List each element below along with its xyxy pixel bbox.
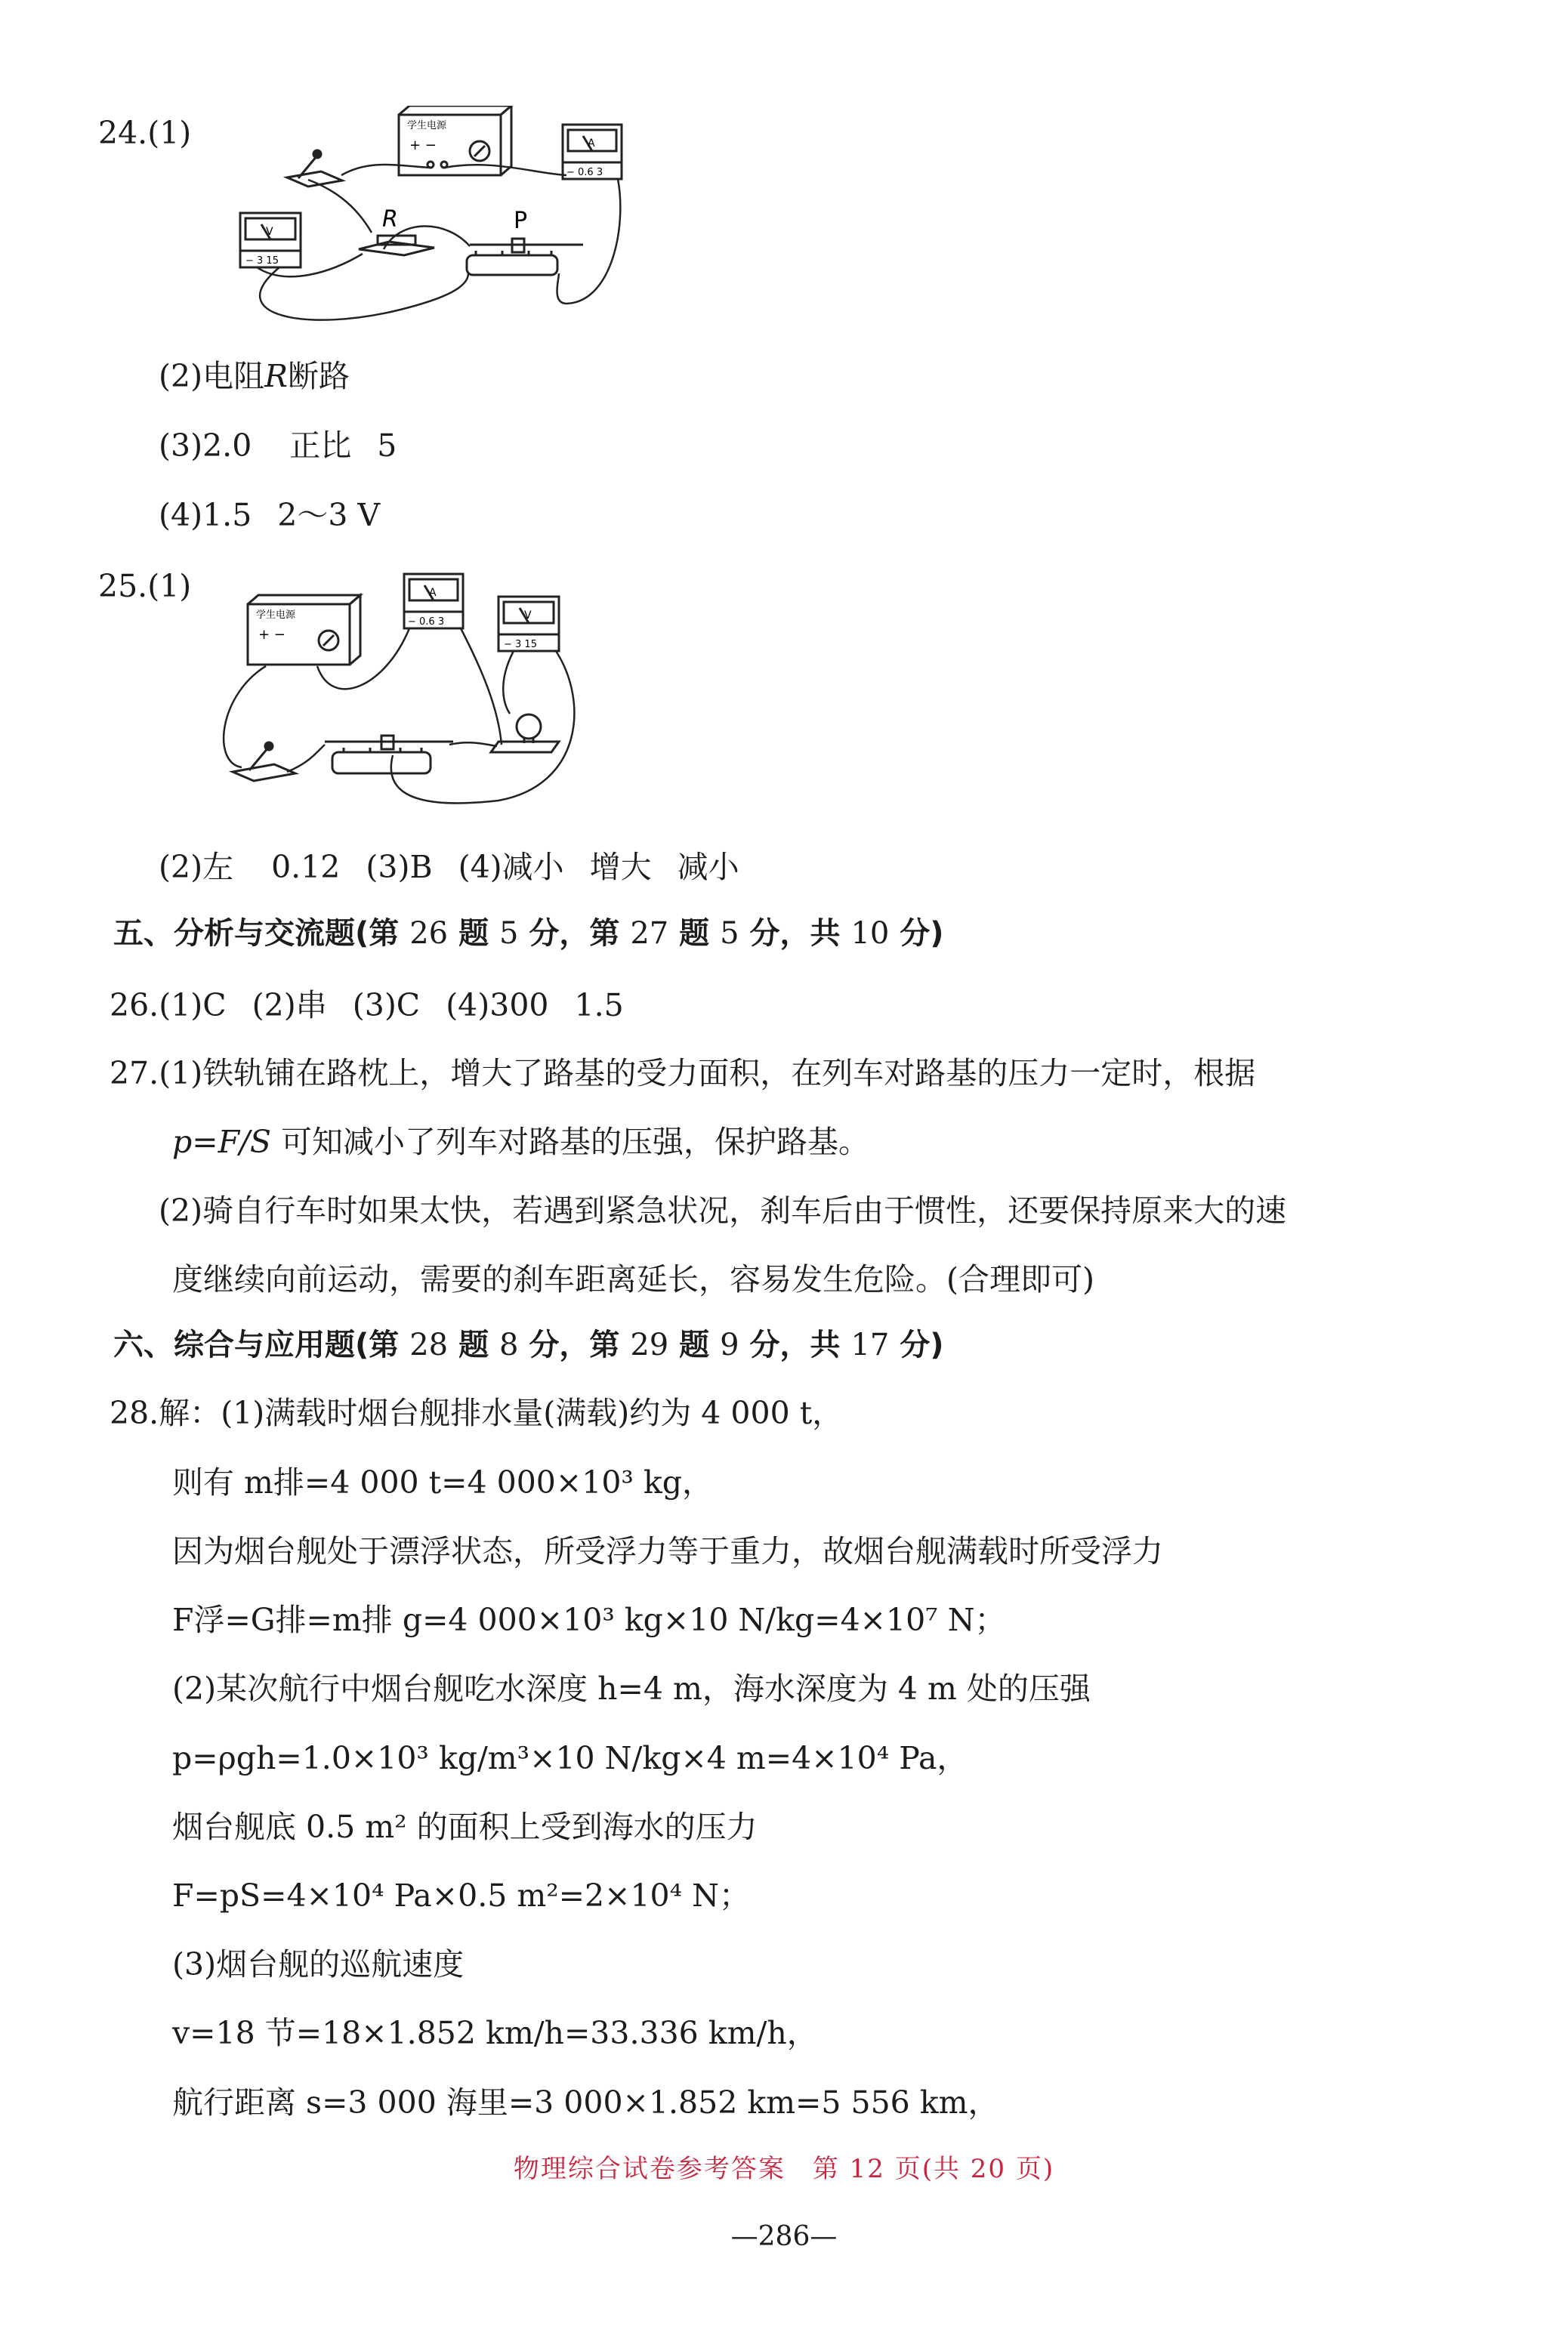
q24-voltmeter-scale: − 3 15 (245, 255, 279, 267)
q28-line1: 28.解：(1)满载时烟台舰排水量(满载)约为 4 000 t， (110, 1395, 844, 1431)
q25-ammeter-symbol: A (429, 587, 437, 599)
q24-ammeter-scale: − 0.6 3 (566, 167, 603, 178)
q25-ammeter-scale: − 0.6 3 (408, 616, 445, 628)
q24-resistor-label: R (382, 206, 398, 233)
switch-icon (287, 150, 342, 187)
q24-power-label: 学生电源 (407, 120, 447, 131)
q28-line3: 因为烟台舰处于漂浮状态，所受浮力等于重力，故烟台舰满载时所受浮力 (172, 1533, 1163, 1569)
q27-line3: (2)骑自行车时如果太快，若遇到紧急状况，刹车后由于惯性，还要保持原来大的速 (159, 1193, 1287, 1229)
q25-label: 25.(1) (98, 568, 192, 604)
q24-circuit-diagram (204, 106, 627, 332)
q24-part2: (2)电阻R断路 (159, 358, 350, 394)
q25-power-label: 学生电源 (256, 609, 296, 621)
q24-voltmeter-symbol: V (266, 226, 273, 238)
q24-part3: (3)2.0 正比 5 (159, 427, 397, 464)
q28-line11: 航行距离 s=3 000 海里=3 000×1.852 km=5 556 km， (172, 2084, 999, 2121)
circuit-wires (257, 165, 620, 320)
q26-answers: 26.(1)C (2)串 (3)C (4)300 1.5 (110, 987, 624, 1023)
q24-part4: (4)1.5 2～3 V (159, 497, 381, 533)
page-number: —286— (730, 2221, 838, 2252)
q24-slider-label: P (514, 208, 528, 234)
switch-icon (233, 742, 295, 781)
q28-line8: F=pS=4×10⁴ Pa×0.5 m²=2×10⁴ N； (172, 1877, 750, 1914)
section5-heading: 五、分析与交流题(第 26 题 5 分，第 27 题 5 分，共 10 分) (113, 916, 944, 951)
q28-line4: F浮=G排=m排 g=4 000×10³ kg×10 N/kg=4×10⁷ N； (172, 1602, 1006, 1638)
q25-circuit-diagram (211, 559, 604, 816)
q28-line5: (2)某次航行中烟台舰吃水深度 h=4 m，海水深度为 4 m 处的压强 (172, 1671, 1091, 1707)
q24-power-terminals: + − (409, 137, 437, 153)
q25-voltmeter-scale: − 3 15 (504, 639, 537, 650)
q27-line2: p=F/S 可知减小了列车对路基的压强，保护路基。 (172, 1124, 869, 1160)
resistor-icon (359, 236, 434, 255)
q27-line1: 27.(1)铁轨铺在路枕上，增大了路基的受力面积，在列车对路基的压力一定时，根据 (110, 1055, 1256, 1091)
q25-power-terminals: + − (258, 627, 286, 643)
rheostat-icon (325, 736, 453, 773)
q25-answers: (2)左 0.12 (3)B (4)减小 增大 减小 (159, 849, 739, 885)
footer-answer-key-label: 物理综合试卷参考答案 第 12 页(共 20 页) (513, 2154, 1055, 2184)
q28-line6: p=ρgh=1.0×10³ kg/m³×10 N/kg×4 m=4×10⁴ Pa， (172, 1740, 968, 1776)
rheostat-icon (467, 239, 583, 275)
q28-line10: v=18 节=18×1.852 km/h=33.336 km/h， (172, 2015, 818, 2051)
section6-heading: 六、综合与应用题(第 28 题 8 分，第 29 题 9 分，共 17 分) (113, 1328, 944, 1362)
q28-line9: (3)烟台舰的巡航速度 (172, 1946, 465, 1982)
lamp-icon (491, 714, 559, 752)
q27-line4: 度继续向前运动，需要的刹车距离延长，容易发生危险。(合理即可) (172, 1261, 1094, 1297)
q28-line2: 则有 m排=4 000 t=4 000×10³ kg， (172, 1464, 713, 1501)
q28-line7: 烟台舰底 0.5 m² 的面积上受到海水的压力 (172, 1809, 758, 1845)
q24-ammeter-symbol: A (588, 137, 595, 150)
q24-label: 24.(1) (98, 115, 192, 151)
q25-voltmeter-symbol: V (524, 609, 532, 622)
